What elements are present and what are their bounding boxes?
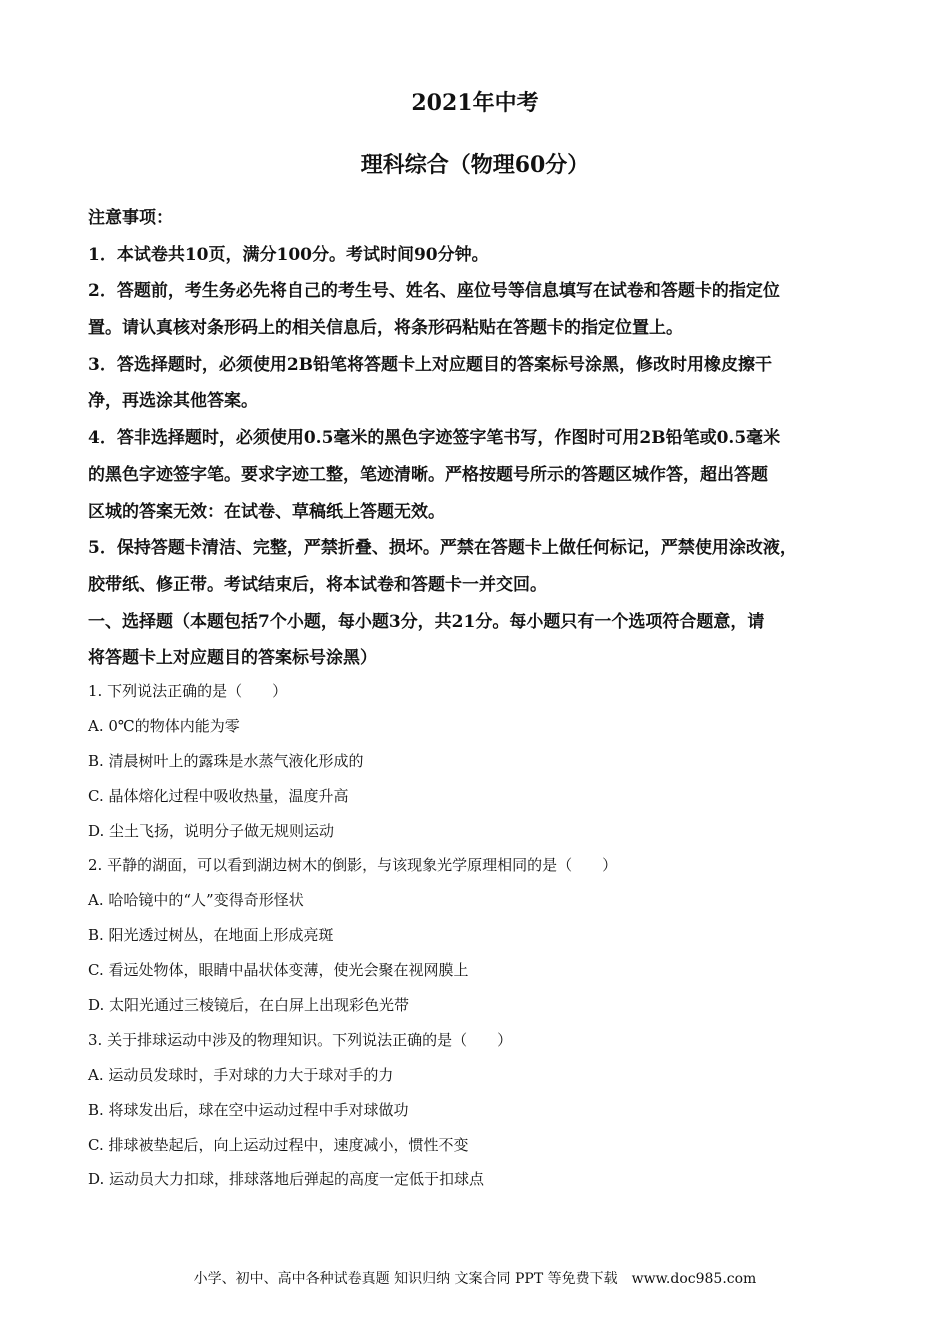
question-option: C. 排球被垫起后，向上运动过程中，速度减小，惯性不变 [88, 1135, 469, 1154]
question-option: D. 尘土飞扬，说明分子做无规则运动 [88, 821, 335, 840]
question-option: C. 晶体熔化过程中吸收热量，温度升高 [88, 786, 349, 805]
question-option: A. 哈哈镜中的“人”变得奇形怪状 [88, 891, 304, 910]
question-option: B. 阳光透过树丛，在地面上形成亮斑 [88, 926, 334, 945]
question-stem: 2. 平静的湖面，可以看到湖边树木的倒影，与该现象光学原理相同的是（ ） [88, 856, 618, 875]
instruction-line: 的黑色字迹签字笔。要求字迹工整，笔迹清晰。严格按题号所示的答题区城作答，超出答题 [88, 464, 768, 485]
page-footer: 小学、初中、高中各种试卷真题 知识归纳 文案合同 PPT 等免费下载 www.doc985.com [193, 1271, 757, 1287]
instructions-section [88, 200, 878, 677]
instruction-line: 5．保持答题卡清洁、完整，严禁折叠、损坏。严禁在答题卡上做任何标记，严禁使用涂改液， [88, 538, 797, 559]
instruction-line: 胶带纸、修正带。考试结束后，将本试卷和答题卡一并交回。 [88, 574, 547, 595]
section-heading-line: 将答题卡上对应题目的答案标号涂黑） [88, 648, 377, 669]
question-option: A. 0℃的物体内能为零 [88, 716, 240, 735]
question-stem: 3. 关于排球运动中涉及的物理知识。下列说法正确的是（ ） [88, 1030, 513, 1049]
question-option: D. 运动员大力扣球，排球落地后弹起的高度一定低于扣球点 [88, 1170, 485, 1189]
instruction-line: 净，再选涂其他答案。 [88, 391, 258, 412]
section-heading-line: 一、选择题（本题包括7个小题，每小题3分，共21分。每小题只有一个选项符合题意，请 [88, 611, 765, 632]
instruction-line: 2．答题前，考生务必先将自己的考生号、姓名、座位号等信息填写在试卷和答题卡的指定位 [88, 281, 780, 302]
instruction-line: 置。请认真核对条形码上的相关信息后，将条形码粘贴在答题卡的指定位置上。 [88, 318, 683, 339]
question-stem: 1. 下列说法正确的是（ ） [88, 682, 288, 700]
instruction-line: 区城的答案无效：在试卷、草稿纸上答题无效。 [88, 501, 445, 522]
question-option: B. 清晨树叶上的露珠是水蒸气液化形成的 [88, 751, 364, 770]
instruction-line: 注意事项： [88, 208, 173, 228]
instruction-line: 3．答选择题时，必须使用2B铅笔将答题卡上对应题目的答案标号涂黑，修改时用橡皮擦干 [88, 354, 773, 375]
question-option: C. 看远处物体，眼睛中晶状体变薄，使光会聚在视网膜上 [88, 961, 469, 980]
instruction-line: 4．答非选择题时，必须使用0.5毫米的黑色字迹签字笔书写，作图时可用2B铅笔或0.5毫米 [88, 428, 781, 449]
exam-title: 2021年中考 [411, 90, 539, 116]
instruction-line: 1．本试卷共10页，满分100分。考试时间90分钟。 [88, 244, 489, 265]
exam-subtitle: 理科综合（物理60分） [360, 152, 590, 178]
question-option: A. 运动员发球时，手对球的力大于球对手的力 [88, 1065, 394, 1084]
question-option: D. 太阳光通过三棱镜后，在白屏上出现彩色光带 [88, 996, 410, 1015]
question-option: B. 将球发出后，球在空中运动过程中手对球做功 [88, 1100, 409, 1119]
questions-section [88, 674, 878, 1197]
